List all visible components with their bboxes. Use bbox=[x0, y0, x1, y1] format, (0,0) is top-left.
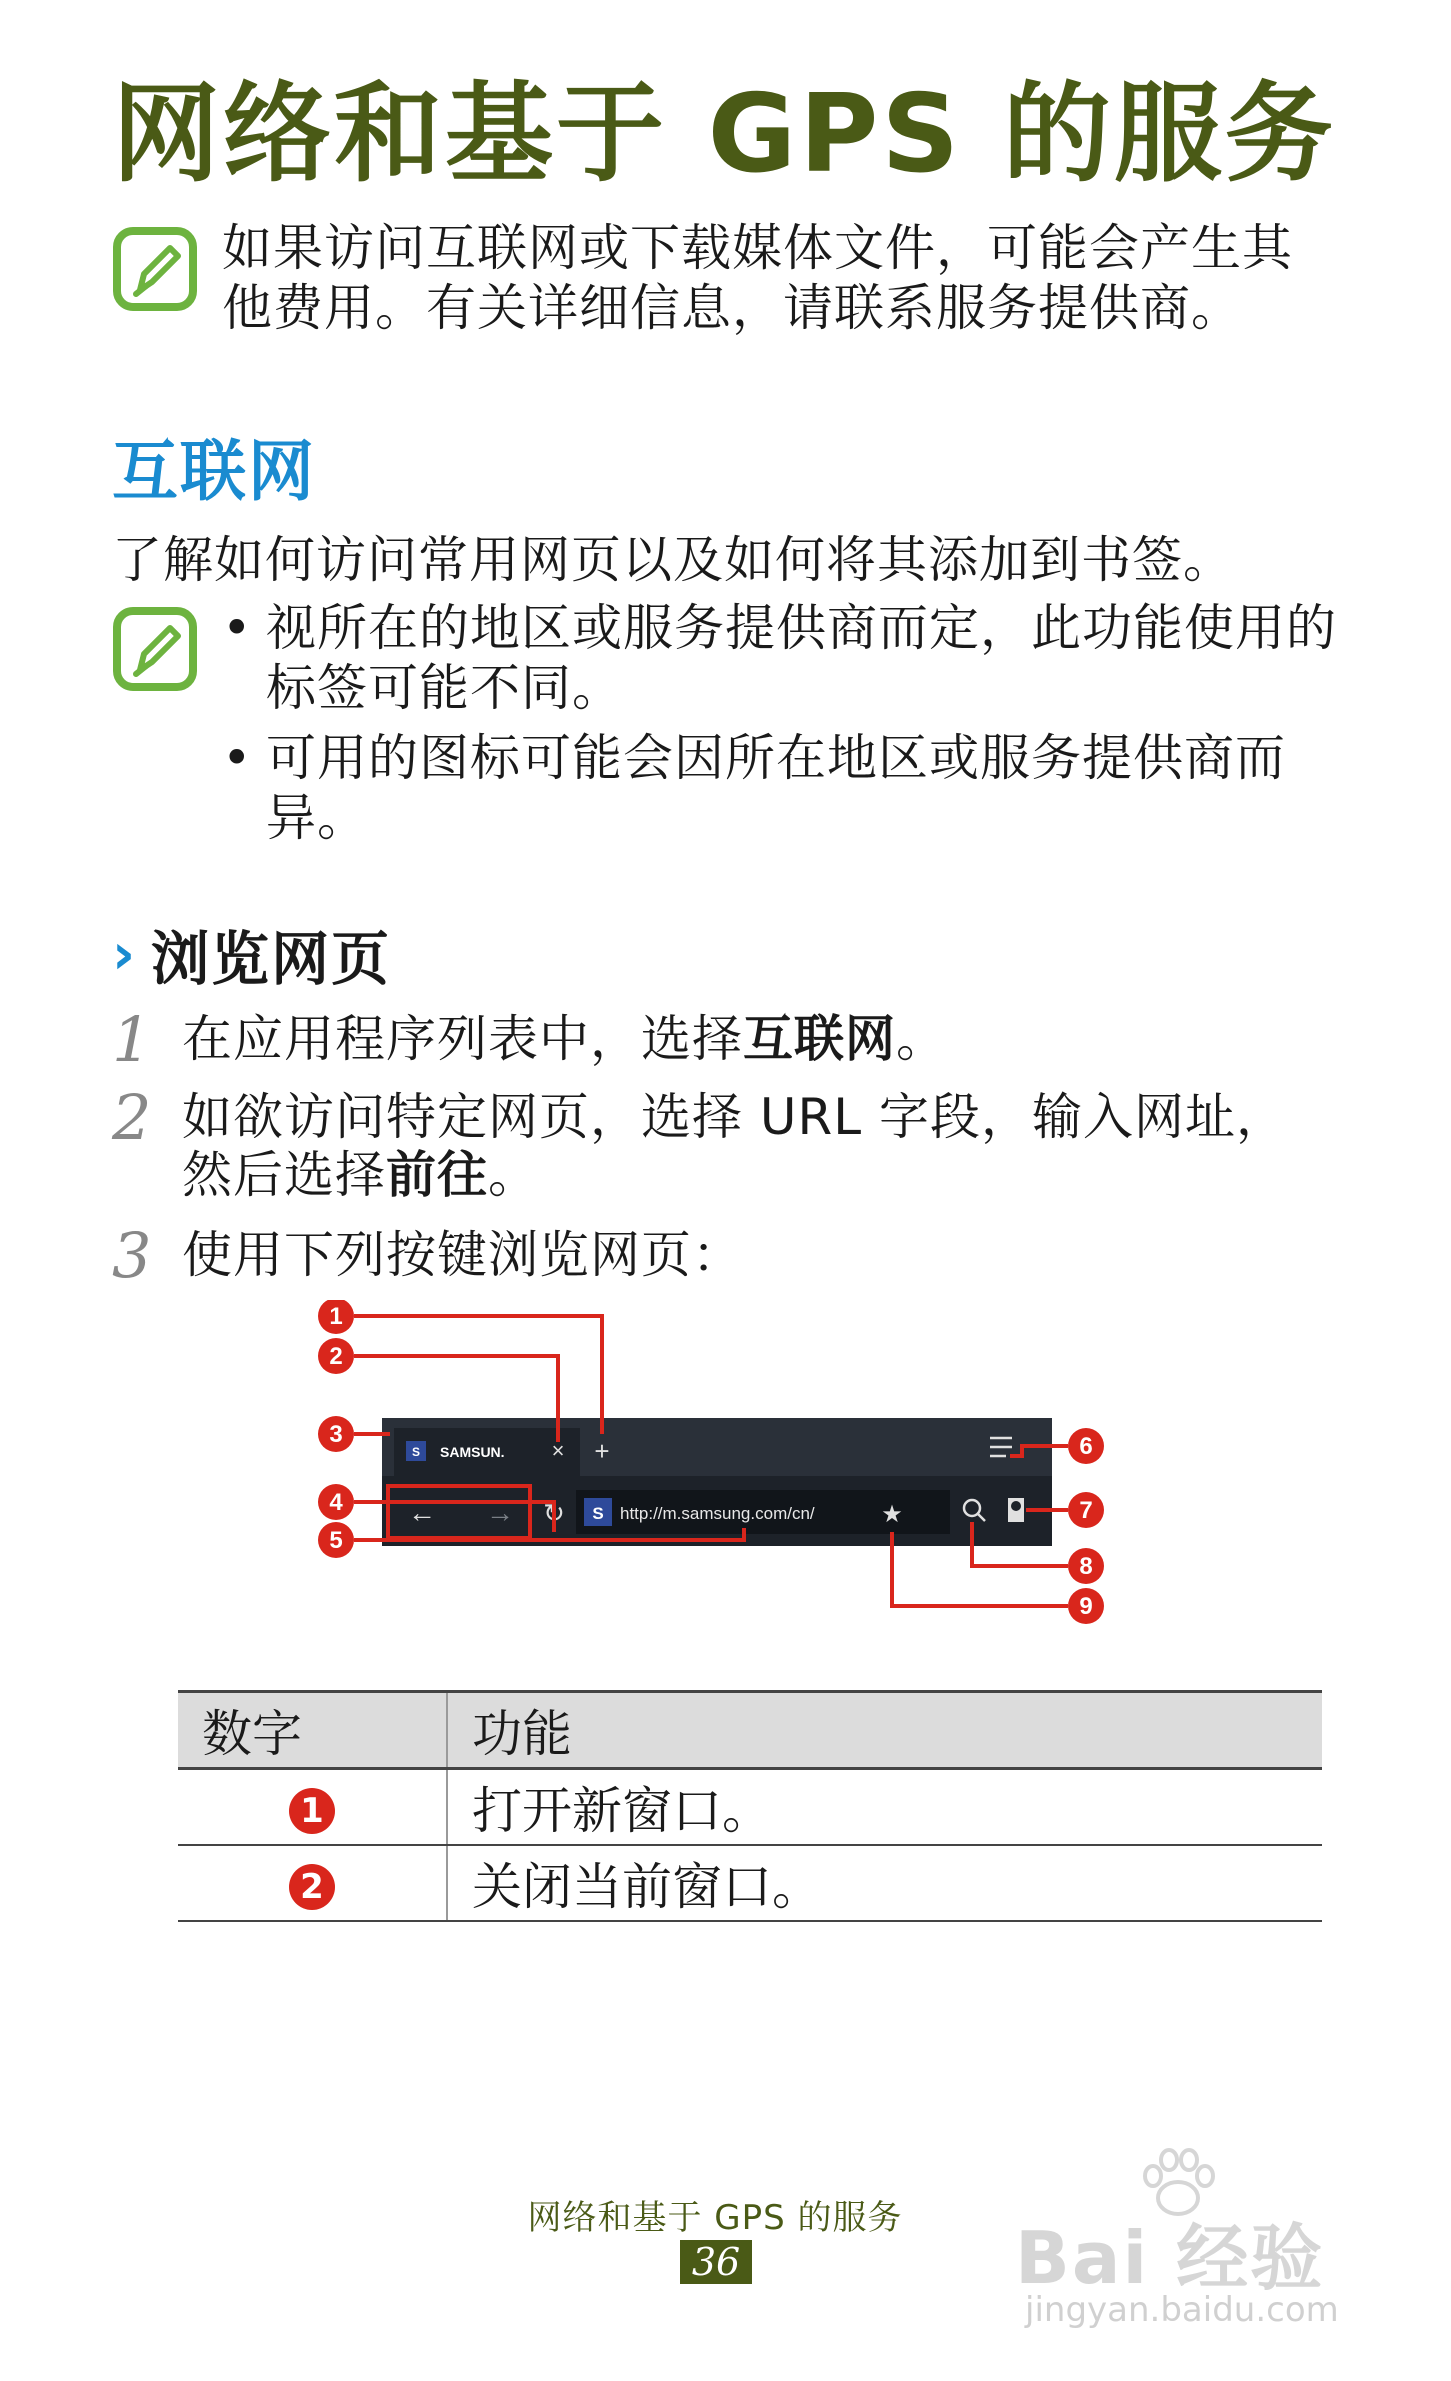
subsection-title-text: 浏览网页 bbox=[151, 925, 392, 993]
baidu-watermark bbox=[1015, 2140, 1375, 2340]
svg-text:3: 3 bbox=[329, 1421, 343, 1448]
note-icon bbox=[112, 226, 198, 312]
subsection-title bbox=[112, 912, 391, 996]
step-number: 1 bbox=[112, 1003, 152, 1076]
table-row bbox=[178, 1769, 1322, 1846]
svg-text:1: 1 bbox=[329, 1303, 343, 1330]
table-cell bbox=[178, 1845, 447, 1921]
step-text: 如欲访问特定网页，选择 URL 字段，输入网址，然后选择前往。 bbox=[182, 1088, 1287, 1204]
note-bullet-list bbox=[222, 598, 1342, 858]
callout-badge: 2 bbox=[289, 1864, 335, 1910]
watermark-main: Bai 经验 bbox=[1015, 2216, 1325, 2300]
browser-toolbar-figure bbox=[290, 1300, 1170, 1670]
table-cell bbox=[178, 1769, 447, 1846]
callout-1 bbox=[318, 1300, 354, 1334]
callout-3 bbox=[318, 1416, 354, 1452]
refresh-icon[interactable]: ↻ bbox=[543, 1498, 565, 1528]
callout-9 bbox=[1068, 1588, 1104, 1624]
callout-8 bbox=[1068, 1548, 1104, 1584]
close-tab-icon[interactable]: × bbox=[551, 1438, 565, 1463]
note-line: 他费用。有关详细信息，请联系服务提供商。 bbox=[222, 279, 1242, 337]
callout-badge: 1 bbox=[289, 1788, 335, 1834]
callout-5 bbox=[318, 1522, 354, 1558]
note-icon bbox=[112, 606, 198, 692]
footer-title: 网络和基于 GPS 的服务 bbox=[527, 2198, 903, 2238]
step-1 bbox=[112, 1003, 1332, 1076]
step-3 bbox=[112, 1219, 1332, 1292]
bullet-dot: • bbox=[222, 729, 253, 787]
step-number: 3 bbox=[112, 1219, 152, 1292]
watermark-url: jingyan.baidu.com bbox=[1025, 2290, 1339, 2330]
bullet-dot: • bbox=[222, 599, 253, 657]
back-icon[interactable]: ← bbox=[408, 1497, 436, 1528]
function-table bbox=[178, 1690, 1322, 1922]
tab-favicon-letter: S bbox=[411, 1445, 421, 1459]
table-cell: 打开新窗口。 bbox=[447, 1769, 1322, 1846]
callout-2 bbox=[318, 1338, 354, 1374]
bullet-text: 视所在的地区或服务提供商而定，此功能使用的标签可能不同。 bbox=[266, 599, 1337, 717]
url-favicon-letter: S bbox=[592, 1504, 604, 1523]
table-row bbox=[178, 1845, 1322, 1921]
step-2 bbox=[112, 1081, 1302, 1204]
callout-6 bbox=[1068, 1428, 1104, 1464]
table-cell: 关闭当前窗口。 bbox=[447, 1845, 1322, 1921]
callout-4 bbox=[318, 1484, 354, 1520]
svg-text:6: 6 bbox=[1079, 1433, 1093, 1460]
page-number: 36 bbox=[680, 2240, 752, 2284]
svg-text:4: 4 bbox=[329, 1489, 343, 1516]
svg-text:5: 5 bbox=[329, 1527, 343, 1554]
svg-text:8: 8 bbox=[1079, 1553, 1093, 1580]
svg-text:7: 7 bbox=[1079, 1497, 1093, 1524]
note-line: 如果访问互联网或下载媒体文件，可能会产生其 bbox=[222, 219, 1293, 277]
bookmarks-icon[interactable] bbox=[1008, 1498, 1024, 1522]
svg-text:2: 2 bbox=[329, 1343, 343, 1370]
forward-icon[interactable]: → bbox=[486, 1497, 514, 1528]
table-header-cell: 功能 bbox=[447, 1692, 1322, 1769]
table-header-row bbox=[178, 1692, 1322, 1769]
tab-label: SAMSUN. bbox=[440, 1444, 505, 1460]
note-text bbox=[222, 218, 1362, 338]
new-tab-icon[interactable]: + bbox=[594, 1436, 610, 1466]
section-title: 互联网 bbox=[112, 433, 316, 510]
bullet-text: 可用的图标可能会因所在地区或服务提供商而异。 bbox=[266, 729, 1286, 847]
bookmark-star-icon[interactable]: ★ bbox=[881, 1501, 903, 1528]
callout-7 bbox=[1068, 1492, 1104, 1528]
url-text: http://m.samsung.com/cn/ bbox=[620, 1504, 815, 1523]
step-text: 在应用程序列表中，选择互联网。 bbox=[182, 1010, 947, 1068]
svg-text:9: 9 bbox=[1079, 1593, 1093, 1620]
table-header-cell: 数字 bbox=[178, 1692, 447, 1769]
section-intro: 了解如何访问常用网页以及如何将其添加到书签。 bbox=[112, 531, 1234, 589]
step-number: 2 bbox=[112, 1081, 152, 1154]
step-text: 使用下列按键浏览网页： bbox=[182, 1226, 743, 1284]
list-item bbox=[222, 728, 1342, 848]
chevron-right-icon: › bbox=[112, 921, 138, 987]
chapter-title: 网络和基于 GPS 的服务 bbox=[112, 72, 1336, 197]
list-item bbox=[222, 598, 1342, 718]
